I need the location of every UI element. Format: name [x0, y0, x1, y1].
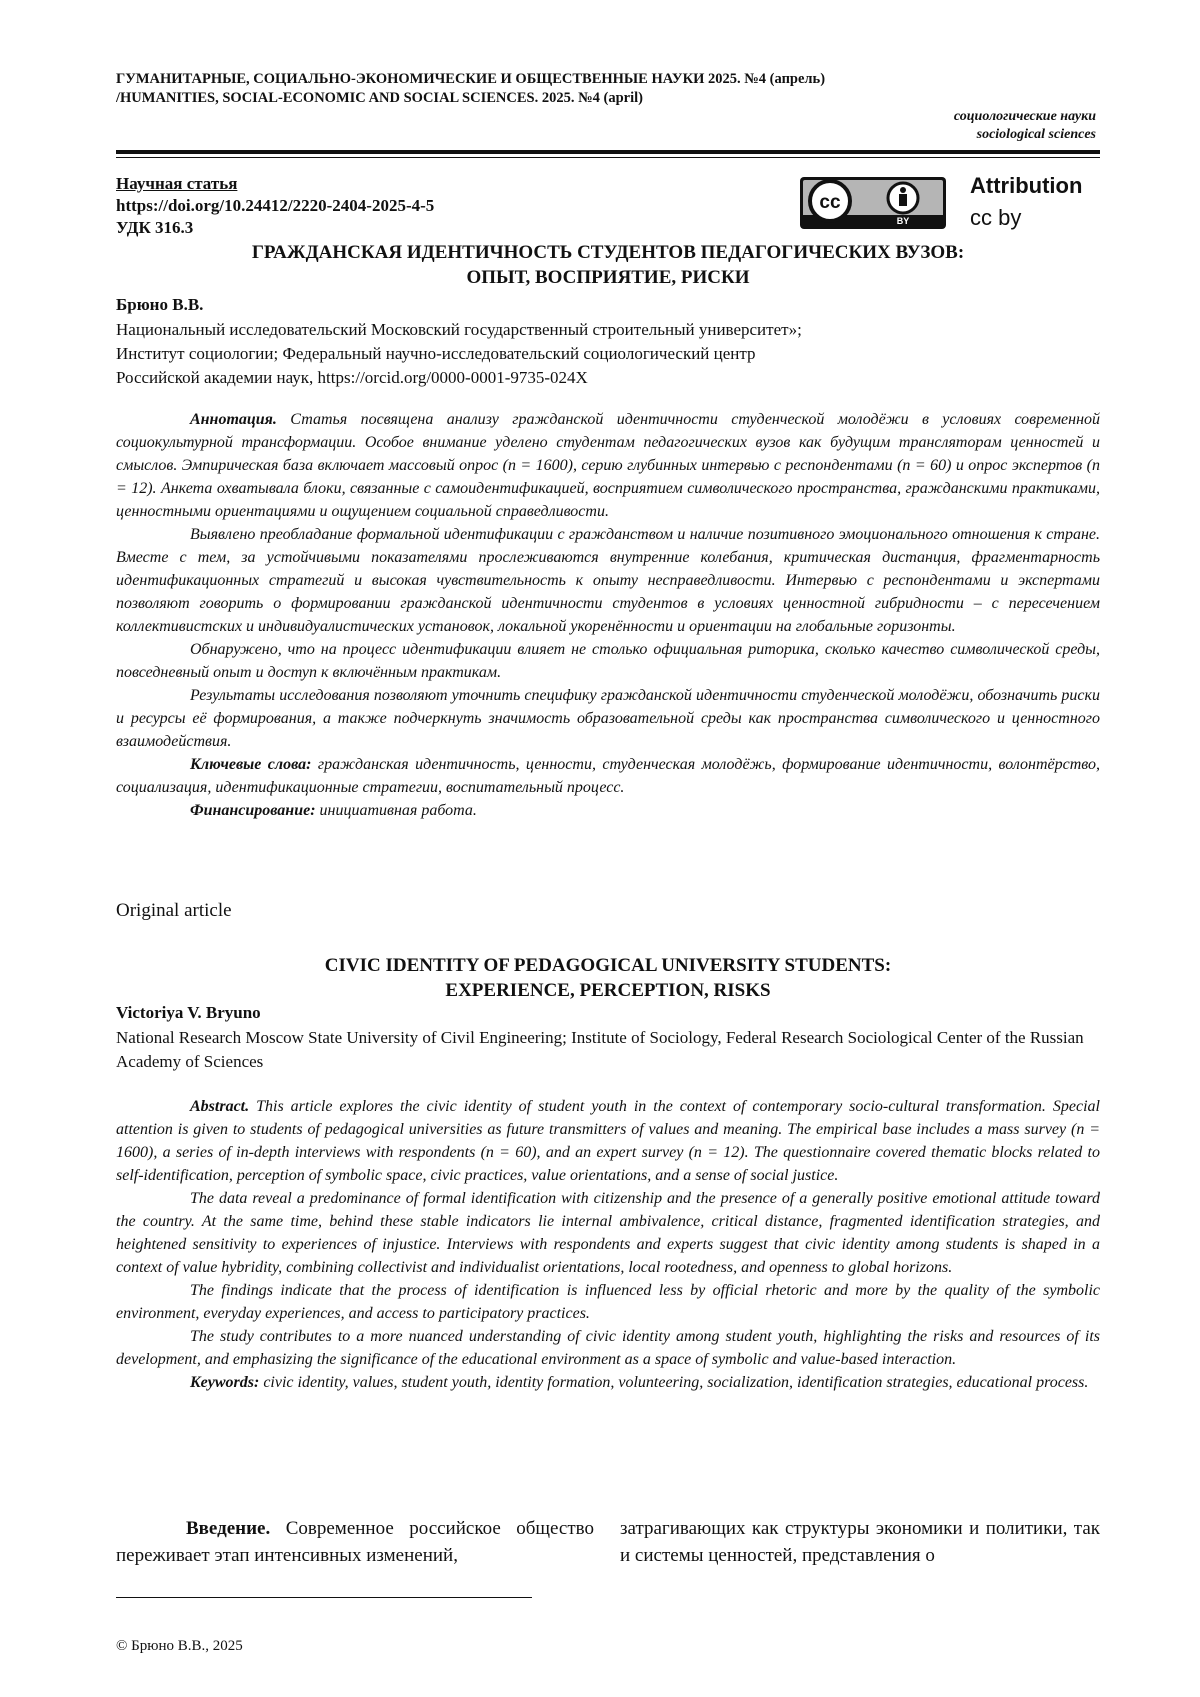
- intro-column-left: [116, 1515, 594, 1569]
- intro-left-text: Современное российское общество переживает этап интенсивных изменений,: [116, 1518, 595, 1566]
- journal-title-en: /HUMANITIES, SOCIAL-ECONOMIC AND SOCIAL SCIENCES. 2025. №4 (april): [116, 90, 643, 106]
- section-tag-en: sociological sciences: [976, 127, 1096, 142]
- license-title: Attribution: [970, 173, 1083, 198]
- keywords-en: Keywords: civic identity, values, student youth, identity formation, volunteering, socialization, identification strategies, educational process.: [190, 1374, 1089, 1391]
- keywords-en-label: Keywords:: [190, 1374, 260, 1391]
- license-block: [800, 173, 1100, 235]
- intro-heading: Введение.: [186, 1518, 271, 1539]
- copyright: © Брюно В.В., 2025: [116, 1638, 243, 1654]
- keywords-ru: Ключевые слова: гражданская идентичность, ценности, студенческая молодёжь, формирование идентичности, волонтёрство, социализация, идентификационные стратегии, воспитательный процесс.: [116, 756, 1100, 796]
- article-title-ru: [116, 240, 1100, 290]
- affiliation-en: National Research Moscow State University of Civil Engineering; Institute of Sociology, Federal Research Sociological Center of the Russian Academy of Sciences: [116, 1028, 1084, 1071]
- author-en: Victoriya V. Bryuno: [116, 1003, 261, 1022]
- by-label: BY: [896, 216, 910, 226]
- section-tag-ru: социологические науки: [953, 109, 1096, 124]
- abstract-ru-p1: Аннотация. Статья посвящена анализу гражданской идентичности студенческой молодёжи в условиях современной социокультурной трансформации. Особое внимание уделено студентам педагогических вузов как будущим трансляторам ценностей и смыслов. Эмпирическая база включает массовый опрос (n = 1600), серию глубинных интервью с респондентами (n = 60) и опрос экспертов (n = 12). Анкета охватывала блоки, связанные с самоидентификацией, восприятием символического пространства, гражданскими практиками, ценностными ориентациями и ощущением социальной справедливости.: [116, 411, 1101, 520]
- header-rule-thick: [116, 150, 1100, 154]
- abstract-ru-p2: Выявлено преобладание формальной идентификации с гражданством и наличие позитивного эмоционального отношения к стране. Вместе с тем, за устойчивыми показателями прослеживаются внутренние колебания, критическая дистанция, фрагментарность идентификационных стратегий и высокая чувствительность к опыту несправедливости. Интервью с респондентами и экспертами позволяют говорить о формировании гражданской идентичности студентов в условиях ценностной гибридности – с пересечением коллективистских и индивидуалистических установок, локальной укоренённости и ориентации на глобальные горизонты.: [116, 526, 1100, 635]
- journal-title-ru: ГУМАНИТАРНЫЕ, СОЦИАЛЬНО-ЭКОНОМИЧЕСКИЕ И ОБЩЕСТВЕННЫЕ НАУКИ 2025. №4 (апрель): [116, 71, 826, 87]
- udk: УДК 316.3: [116, 218, 194, 237]
- affiliation-ru: [116, 318, 1100, 390]
- author-ru: Брюно В.В.: [116, 295, 204, 314]
- abstract-ru-label: Аннотация.: [190, 411, 277, 428]
- running-header: [116, 70, 1096, 144]
- cc-glyph: cc: [819, 192, 841, 213]
- affiliation-ru-line3: Российской академии наук, https://orcid.org/0000-0001-9735-024X: [116, 368, 588, 387]
- original-article-label: Original article: [116, 900, 232, 921]
- footnote-rule: [116, 1597, 532, 1598]
- title-en-line2: EXPERIENCE, PERCEPTION, RISKS: [445, 980, 771, 1001]
- affiliation-ru-line1: Национальный исследовательский Московский государственный строительный университет»;: [116, 320, 802, 339]
- keywords-ru-label: Ключевые слова:: [190, 756, 312, 773]
- abstract-ru: [116, 408, 1100, 822]
- abstract-en: [116, 1095, 1100, 1394]
- header-rule-thin: [116, 157, 1100, 158]
- title-ru-line2: ОПЫТ, ВОСПРИЯТИЕ, РИСКИ: [466, 267, 750, 288]
- abstract-ru-p3: Обнаружено, что на процесс идентификации влияет не столько официальная риторика, сколько качество символической среды, повседневный опыт и доступ к включённым практикам.: [116, 641, 1100, 681]
- funding-ru-label: Финансирование:: [190, 802, 316, 819]
- abstract-ru-p4: Результаты исследования позволяют уточнить специфику гражданской идентичности студенческой молодёжи, обозначить риски и ресурсы её формирования, а также подчеркнуть значимость образовательной среды как пространства символического и ценностного взаимодействия.: [116, 687, 1100, 750]
- intro-column-right: затрагивающих как структуры экономики и политики, так и системы ценностей, представления о: [620, 1518, 1100, 1566]
- abstract-en-p4: The study contributes to a more nuanced understanding of civic identity among student youth, highlighting the risks and resources of its development, and emphasizing the significance of the educational environment as a space of symbolic and value-based interaction.: [116, 1328, 1100, 1368]
- affiliation-ru-line2: Институт социологии; Федеральный научно-исследовательский социологический центр: [116, 344, 756, 363]
- abstract-en-p1: Abstract. This article explores the civic identity of student youth in the context of contemporary socio-cultural transformation. Special attention is given to students of pedagogical universities as future transmitters of values and meaning. The empirical base includes a mass survey (n = 1600), a series of in-depth interviews with respondents (n = 60), and an expert survey (n = 12). The questionnaire covered thematic blocks related to self-identification, perception of symbolic space, civic practices, value orientations, and a sense of social justice.: [116, 1098, 1100, 1184]
- abstract-en-label: Abstract.: [190, 1098, 250, 1115]
- creative-commons-by-icon: [800, 177, 946, 229]
- funding-ru: Финансирование: инициативная работа.: [190, 802, 477, 819]
- article-type: Научная статья: [116, 174, 238, 193]
- title-ru-line1: ГРАЖДАНСКАЯ ИДЕНТИЧНОСТЬ СТУДЕНТОВ ПЕДАГОГИЧЕСКИХ ВУЗОВ:: [251, 242, 965, 263]
- abstract-en-p3: The findings indicate that the process of identification is influenced less by official rhetoric and more by the quality of the symbolic environment, everyday experiences, and access to participatory practices.: [116, 1282, 1100, 1322]
- article-meta: [116, 173, 434, 239]
- article-title-en: [116, 953, 1100, 1003]
- doi-link[interactable]: https://doi.org/10.24412/2220-2404-2025-4-5: [116, 196, 435, 215]
- license-short: cc by: [970, 205, 1022, 230]
- title-en-line1: CIVIC IDENTITY OF PEDAGOGICAL UNIVERSITY STUDENTS:: [324, 955, 892, 976]
- abstract-en-p2: The data reveal a predominance of formal identification with citizenship and the presence of a generally positive emotional attitude toward the country. At the same time, behind these stable indicators lie internal ambivalence, critical distance, fragmented identification strategies, and heightened sensitivity to experiences of injustice. Interviews with respondents and experts suggest that civic identity among students is shaped in a context of value hybridity, combining collectivist and individualist orientations, local rootedness, and openness to global horizons.: [116, 1190, 1100, 1276]
